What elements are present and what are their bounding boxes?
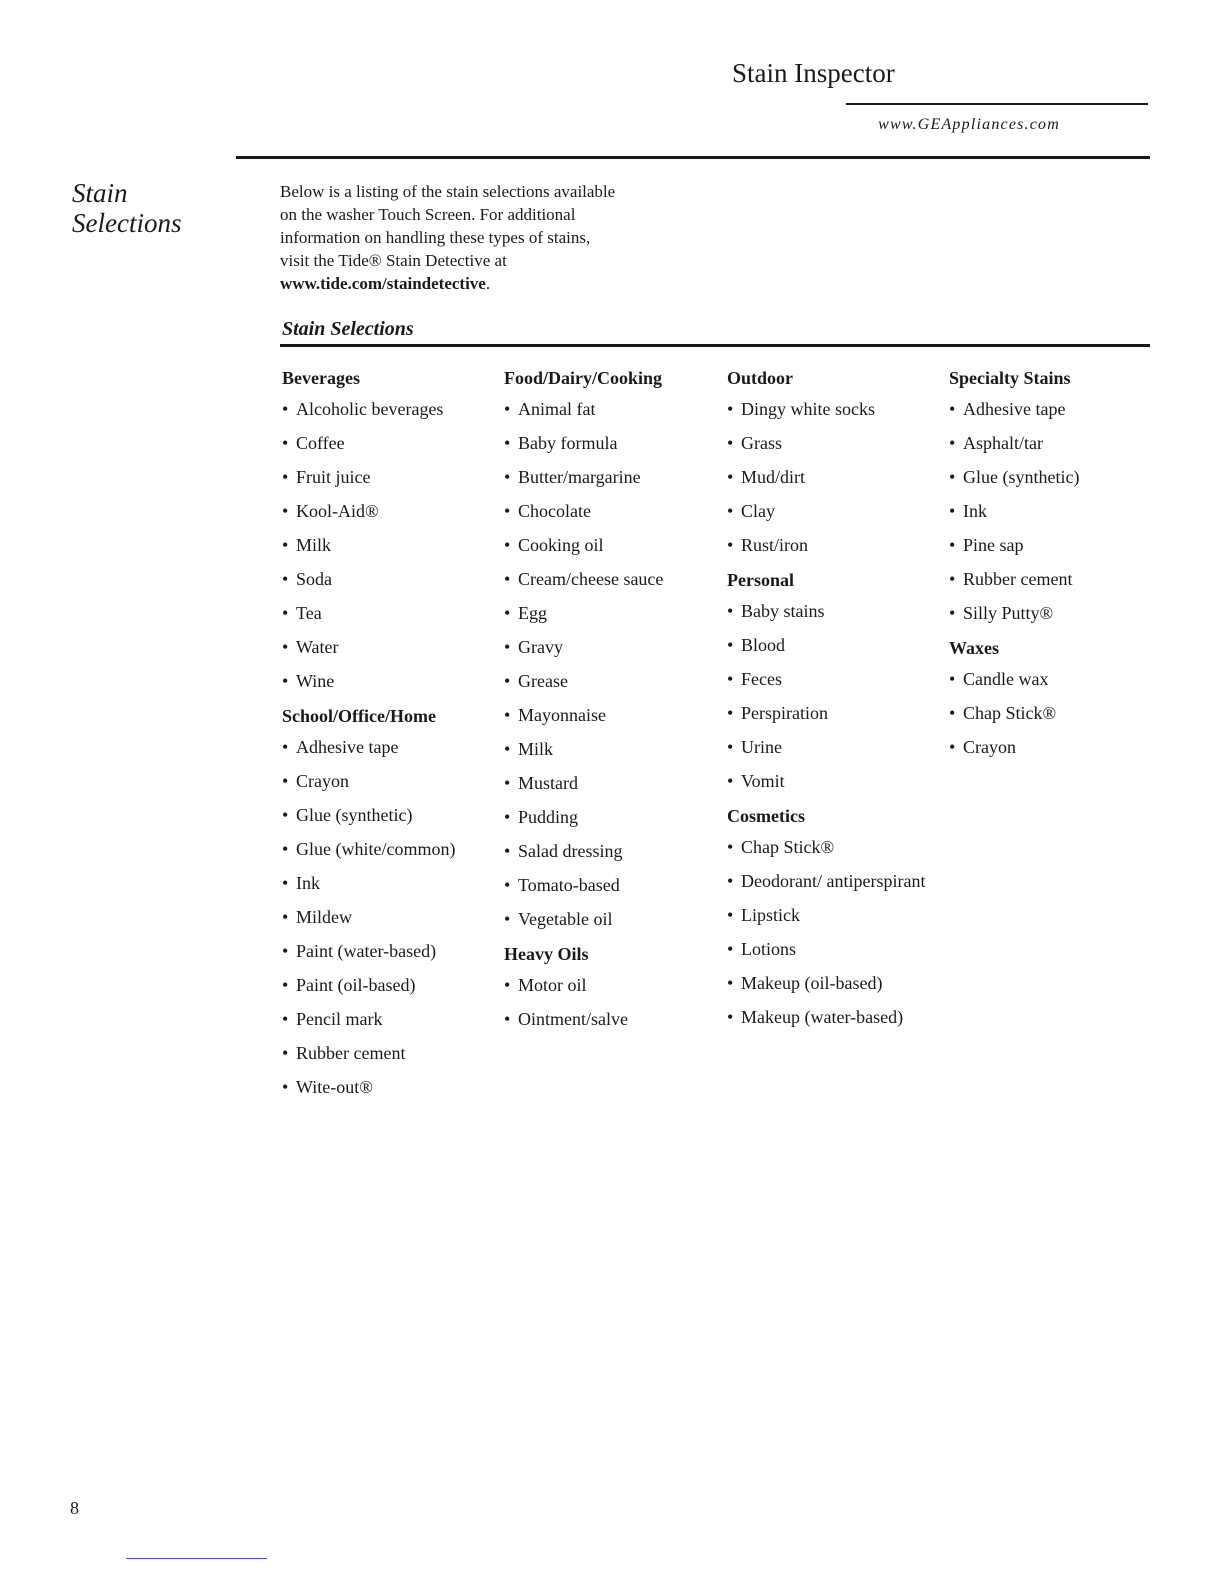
stain-list-item <box>504 602 724 624</box>
stain-list <box>727 836 947 1028</box>
stain-item-label: Urine <box>741 737 782 757</box>
stain-list-item <box>949 500 1169 522</box>
stain-item-label: Perspiration <box>741 703 828 723</box>
page-header-title: Stain Inspector <box>732 58 895 88</box>
stain-item-label: Rubber cement <box>296 1043 406 1063</box>
stain-group <box>949 366 1169 624</box>
stain-list-item <box>282 770 502 792</box>
stain-item-label: Candle wax <box>963 669 1049 689</box>
stain-list-item <box>504 874 724 896</box>
stain-item-label: Mayonnaise <box>518 705 606 725</box>
stain-list-item <box>282 432 502 454</box>
stain-list-item <box>282 602 502 624</box>
header-website-url: www.GEAppliances.com <box>878 116 1060 133</box>
intro-line: on the washer Touch Screen. For additional <box>280 205 576 224</box>
stain-group-heading: Outdoor <box>727 368 794 388</box>
stain-list-item <box>727 500 947 522</box>
footer-link-underline <box>126 1558 267 1559</box>
stain-column-2 <box>504 366 724 1042</box>
stain-item-label: Adhesive tape <box>296 737 399 757</box>
stain-item-label: Vomit <box>741 771 785 791</box>
stain-list-item <box>949 736 1169 758</box>
section-divider <box>280 344 1150 347</box>
stain-list-item <box>504 398 724 420</box>
stain-item-label: Mustard <box>518 773 578 793</box>
stain-list-item <box>504 432 724 454</box>
stain-group <box>282 366 502 692</box>
stain-item-label: Salad dressing <box>518 841 623 861</box>
header-divider-long <box>236 156 1150 159</box>
stain-item-label: Alcoholic beverages <box>296 399 444 419</box>
stain-list-item <box>727 770 947 792</box>
stain-list-item <box>727 938 947 960</box>
stain-group-heading: Personal <box>727 570 794 590</box>
stain-list-item <box>727 600 947 622</box>
stain-item-label: Pudding <box>518 807 579 827</box>
stain-list-item <box>949 398 1169 420</box>
stain-item-label: Rubber cement <box>963 569 1073 589</box>
stain-item-label: Cooking oil <box>518 535 604 555</box>
stain-item-label: Pencil mark <box>296 1009 383 1029</box>
stain-list-item <box>282 872 502 894</box>
stain-list-item <box>282 466 502 488</box>
stain-list-item <box>504 636 724 658</box>
stain-item-label: Pine sap <box>963 535 1024 555</box>
stain-list-item <box>504 772 724 794</box>
stain-item-label: Glue (synthetic) <box>963 467 1080 487</box>
stain-list-item <box>504 738 724 760</box>
stain-item-label: Adhesive tape <box>963 399 1066 419</box>
stain-list-item <box>282 398 502 420</box>
stain-list-item <box>282 804 502 826</box>
stain-group <box>282 704 502 1098</box>
stain-group-heading: Food/Dairy/Cooking <box>504 368 663 388</box>
page-number: 8 <box>70 1498 79 1518</box>
stain-item-label: Chocolate <box>518 501 591 521</box>
stain-selections-heading: Stain Selections <box>282 318 414 340</box>
stain-list-item <box>504 704 724 726</box>
stain-list <box>282 398 502 692</box>
stain-list-item <box>727 466 947 488</box>
stain-list-item <box>727 668 947 690</box>
stain-list-item <box>282 534 502 556</box>
stain-list-item <box>727 432 947 454</box>
stain-group <box>727 366 947 556</box>
stain-item-label: Water <box>296 637 339 657</box>
stain-list-item <box>282 636 502 658</box>
stain-list-item <box>727 1006 947 1028</box>
stain-list-item <box>504 568 724 590</box>
stain-list-item <box>727 702 947 724</box>
stain-item-label: Chap Stick® <box>741 837 835 857</box>
stain-list-item <box>282 1076 502 1098</box>
stain-item-label: Makeup (oil-based) <box>741 973 883 993</box>
stain-item-label: Paint (water-based) <box>296 941 437 961</box>
stain-column-1 <box>282 366 502 1110</box>
stain-list-item <box>727 972 947 994</box>
stain-list-item <box>727 534 947 556</box>
stain-group-heading: Cosmetics <box>727 806 805 826</box>
stain-list-item <box>949 668 1169 690</box>
stain-group <box>504 366 724 930</box>
stain-list-item <box>949 702 1169 724</box>
stain-item-label: Ink <box>963 501 987 521</box>
stain-item-label: Paint (oil-based) <box>296 975 416 995</box>
stain-item-label: Wite-out® <box>296 1077 373 1097</box>
stain-list-item <box>504 908 724 930</box>
stain-list-item <box>504 466 724 488</box>
stain-list-item <box>504 534 724 556</box>
stain-list <box>504 398 724 930</box>
stain-list-item <box>727 904 947 926</box>
stain-group-heading: School/Office/Home <box>282 706 436 726</box>
stain-group <box>727 568 947 792</box>
stain-item-label: Butter/margarine <box>518 467 641 487</box>
sidebar-title-line-2: Selections <box>72 208 182 238</box>
stain-item-label: Silly Putty® <box>963 603 1054 623</box>
stain-item-label: Dingy white socks <box>741 399 875 419</box>
stain-item-label: Motor oil <box>518 975 587 995</box>
stain-list-item <box>504 974 724 996</box>
stain-list-item <box>282 940 502 962</box>
stain-group-heading: Specialty Stains <box>949 368 1071 388</box>
stain-group-heading: Waxes <box>949 638 1000 658</box>
stain-item-label: Blood <box>741 635 786 655</box>
stain-list-item <box>282 500 502 522</box>
stain-item-label: Crayon <box>296 771 349 791</box>
stain-list-item <box>504 806 724 828</box>
stain-list-item <box>282 736 502 758</box>
stain-column-3 <box>727 366 947 1040</box>
stain-list-item <box>727 398 947 420</box>
stain-item-label: Vegetable oil <box>518 909 613 929</box>
stain-item-label: Chap Stick® <box>963 703 1057 723</box>
stain-group <box>949 636 1169 758</box>
stain-item-label: Milk <box>518 739 554 759</box>
stain-list-item <box>282 568 502 590</box>
intro-line: visit the Tide® Stain Detective at <box>280 251 507 270</box>
tide-stain-detective-link[interactable]: www.tide.com/staindetective <box>280 274 486 293</box>
sidebar-title-line-1: Stain <box>72 178 128 208</box>
stain-list-item <box>949 602 1169 624</box>
stain-list-item <box>504 1008 724 1030</box>
stain-item-label: Milk <box>296 535 332 555</box>
stain-group-heading: Beverages <box>282 368 360 388</box>
stain-item-label: Glue (synthetic) <box>296 805 413 825</box>
stain-item-label: Gravy <box>518 637 563 657</box>
intro-paragraph <box>280 180 710 295</box>
stain-item-label: Rust/iron <box>741 535 809 555</box>
stain-item-label: Coffee <box>296 433 345 453</box>
intro-url-line <box>280 272 710 295</box>
intro-line: Below is a listing of the stain selections available <box>280 182 616 201</box>
stain-list-item <box>727 736 947 758</box>
stain-item-label: Fruit juice <box>296 467 371 487</box>
sidebar-section-title <box>72 178 232 238</box>
stain-item-label: Feces <box>741 669 782 689</box>
stain-group-heading: Heavy Oils <box>504 944 589 964</box>
intro-line: information on handling these types of stains, <box>280 228 591 247</box>
stain-item-label: Glue (white/common) <box>296 839 456 859</box>
stain-group <box>504 942 724 1030</box>
stain-item-label: Crayon <box>963 737 1016 757</box>
stain-list-item <box>282 670 502 692</box>
stain-item-label: Tea <box>296 603 322 623</box>
stain-list-item <box>949 568 1169 590</box>
stain-item-label: Wine <box>296 671 335 691</box>
stain-list-item <box>949 466 1169 488</box>
stain-item-label: Grease <box>518 671 568 691</box>
stain-list-item <box>727 634 947 656</box>
header-divider-short <box>846 103 1148 105</box>
stain-item-label: Lotions <box>741 939 797 959</box>
stain-list <box>949 668 1169 758</box>
intro-url-suffix: . <box>485 274 491 293</box>
stain-item-label: Cream/cheese sauce <box>518 569 664 589</box>
stain-item-label: Lipstick <box>741 905 800 925</box>
stain-list <box>727 600 947 792</box>
stain-item-label: Kool-Aid® <box>296 501 379 521</box>
stain-item-label: Deodorant/ antiperspirant <box>741 871 926 891</box>
stain-item-label: Egg <box>518 603 547 623</box>
stain-list-item <box>727 836 947 858</box>
stain-list-item <box>282 974 502 996</box>
stain-item-label: Animal fat <box>518 399 596 419</box>
stain-list-item <box>504 670 724 692</box>
stain-list-item <box>949 432 1169 454</box>
stain-item-label: Clay <box>741 501 775 521</box>
stain-list-item <box>282 1008 502 1030</box>
stain-list <box>282 736 502 1098</box>
stain-list-item <box>949 534 1169 556</box>
stain-item-label: Asphalt/tar <box>963 433 1043 453</box>
stain-item-label: Soda <box>296 569 332 589</box>
stain-list-item <box>282 838 502 860</box>
stain-item-label: Tomato-based <box>518 875 620 895</box>
stain-list-item <box>282 906 502 928</box>
stain-list <box>727 398 947 556</box>
stain-item-label: Baby stains <box>741 601 825 621</box>
stain-item-label: Mud/dirt <box>741 467 806 487</box>
stain-list-item <box>727 870 947 892</box>
stain-list <box>504 974 724 1030</box>
stain-list <box>949 398 1169 624</box>
stain-list-item <box>282 1042 502 1064</box>
stain-item-label: Grass <box>741 433 782 453</box>
stain-list-item <box>504 500 724 522</box>
stain-item-label: Ink <box>296 873 320 893</box>
stain-item-label: Baby formula <box>518 433 618 453</box>
stain-column-4 <box>949 366 1169 770</box>
stain-group <box>727 804 947 1028</box>
stain-item-label: Ointment/salve <box>518 1009 628 1029</box>
stain-item-label: Mildew <box>296 907 352 927</box>
stain-list-item <box>504 840 724 862</box>
stain-item-label: Makeup (water-based) <box>741 1007 904 1027</box>
